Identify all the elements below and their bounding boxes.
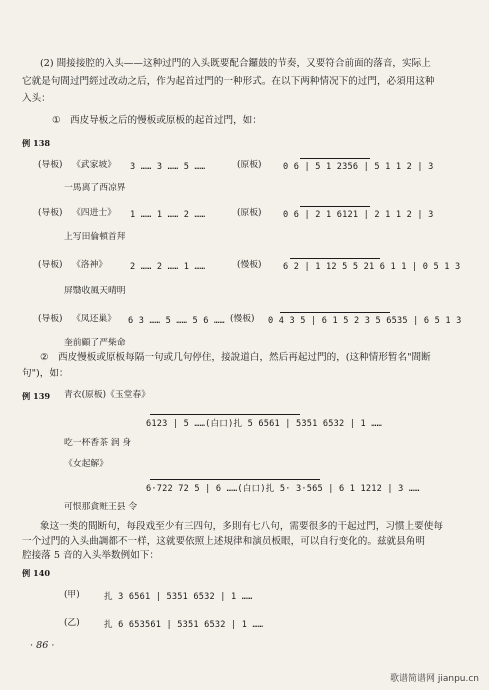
tie-arc — [150, 479, 320, 480]
ex138-row4-left-title: 《凤还巢》 — [72, 314, 116, 324]
ex140-row2-mark: (乙) — [64, 618, 80, 628]
ex138-row1-right-type: (原板) — [237, 160, 262, 170]
ex139-title-1: 青衣(原板)《玉堂春》 — [64, 390, 151, 400]
ex138-row2-left-title: 《四进士》 — [72, 208, 116, 218]
paragraph-3-line-3: 腔接落 5 音的入头举数例如下： — [22, 550, 159, 561]
ex138-row4-lyric: 奎前顧了严柴命 — [64, 338, 126, 348]
example-140-label: 例 140 — [22, 568, 51, 578]
ex138-row4-left-notes: 6 3 …… 5 …… 5 6 …… — [128, 316, 225, 326]
ex138-row2-left-notes: 1 …… 1 …… 2 …… — [130, 210, 206, 220]
ex138-row1-left-notes: 3 …… 3 …… 5 …… — [130, 162, 206, 172]
ex140-row2-notes: 扎 6 653561 | 5351 6532 | 1 …… — [104, 620, 264, 630]
tie-arc — [150, 414, 300, 415]
item-2-line-2: 句")，如： — [22, 368, 69, 379]
ex138-row3-right-type: (慢板) — [237, 260, 262, 270]
watermark: 歌谱简谱网 jianpu.cn — [389, 674, 479, 684]
ex138-row3-lyric: 屏翳收風天晴明 — [64, 286, 126, 296]
ex139-lyric-1: 吃一杯香茶 润 身 — [64, 438, 132, 448]
ex138-row2-right-notes: 0 6 | 2 1 6121 | 2 1 1 2 | 3 — [283, 210, 434, 220]
paragraph-3-line-2: 一个过門的入头曲調都不一样，这就要依照上述規律和演员板眼，可以自行变化的。兹就县角明 — [22, 536, 425, 547]
ex138-row3-left-title: 《洛神》 — [72, 260, 108, 270]
tie-arc — [280, 312, 390, 313]
item-1-number: ① — [52, 115, 61, 126]
ex139-notes-2: 6·722 72 5 | 6 ……(白口)扎 5· 3·565 | 6 1 1212 | 3 …… — [146, 484, 420, 494]
ex140-row1-notes: 扎 3 6561 | 5351 6532 | 1 …… — [104, 592, 253, 602]
ex140-row1-mark: (甲) — [64, 590, 80, 600]
ex138-row4-left-type: (导板) — [38, 314, 63, 324]
ex138-row3-left-notes: 2 …… 2 …… 1 …… — [130, 262, 206, 272]
ex138-row1-left-title: 《武家坡》 — [72, 160, 116, 170]
tie-arc — [300, 158, 370, 159]
paragraph-1-line-2: 它就是句間过門經过改动之后，作为起首过門的一种形式。在以下两种情况下的过門，必須用这种 — [22, 76, 435, 87]
tie-arc — [290, 258, 380, 259]
ex138-row2-right-type: (原板) — [237, 208, 262, 218]
item-2-line-1: 西皮慢板或原板每隔一句或几句停住，接說道白，然后再起过門的，(这种情形暂名"間断 — [58, 352, 431, 363]
ex138-row3-left-type: (导板) — [38, 260, 63, 270]
example-138-label: 例 138 — [22, 138, 51, 148]
paragraph-3-line-1: 象这一类的間断句，每段戏至少有三四句，多則有七八句，需要很多的干起过門，习惯上要使每 — [40, 521, 443, 532]
tie-arc — [300, 206, 370, 207]
ex139-title-2: 《女起解》 — [64, 459, 108, 469]
paragraph-1-line-3: 入头： — [22, 93, 51, 104]
page-number: · 86 · — [30, 640, 55, 651]
ex138-row2-lyric: 上写田倫頓首拜 — [64, 232, 126, 242]
ex139-notes-1: 6123 | 5 ……(白口)扎 5 6561 | 5351 6532 | 1 …… — [146, 419, 382, 429]
item-1-text: 西皮导板之后的慢板或原板的起首过門，如： — [70, 115, 262, 126]
ex138-row1-left-type: (导板) — [38, 160, 63, 170]
ex138-row4-right-notes: 0 4 3 5 | 6 1 5 2 3 5 6535 | 6 5 1 3 — [268, 316, 462, 326]
paragraph-1-line-1: (2) 間接接腔的入头——这种过門的入头既要配合鑼鼓的节奏，又要符合前面的落音，实际上 — [40, 58, 431, 69]
item-2-number: ② — [40, 352, 49, 363]
ex138-row1-lyric: 一馬离了西凉界 — [64, 183, 126, 193]
ex138-row4-right-type: (慢板) — [230, 314, 255, 324]
example-139-label: 例 139 — [22, 391, 51, 401]
ex138-row2-left-type: (导板) — [38, 208, 63, 218]
ex139-lyric-2: 可恨那貪赃王县 令 — [64, 502, 138, 512]
ex138-row3-right-notes: 6 2 | 1 12 5 5 21 6 1 1 | 0 5 1 3 — [283, 262, 461, 272]
ex138-row1-right-notes: 0 6 | 5 1 2356 | 5 1 1 2 | 3 — [283, 162, 434, 172]
